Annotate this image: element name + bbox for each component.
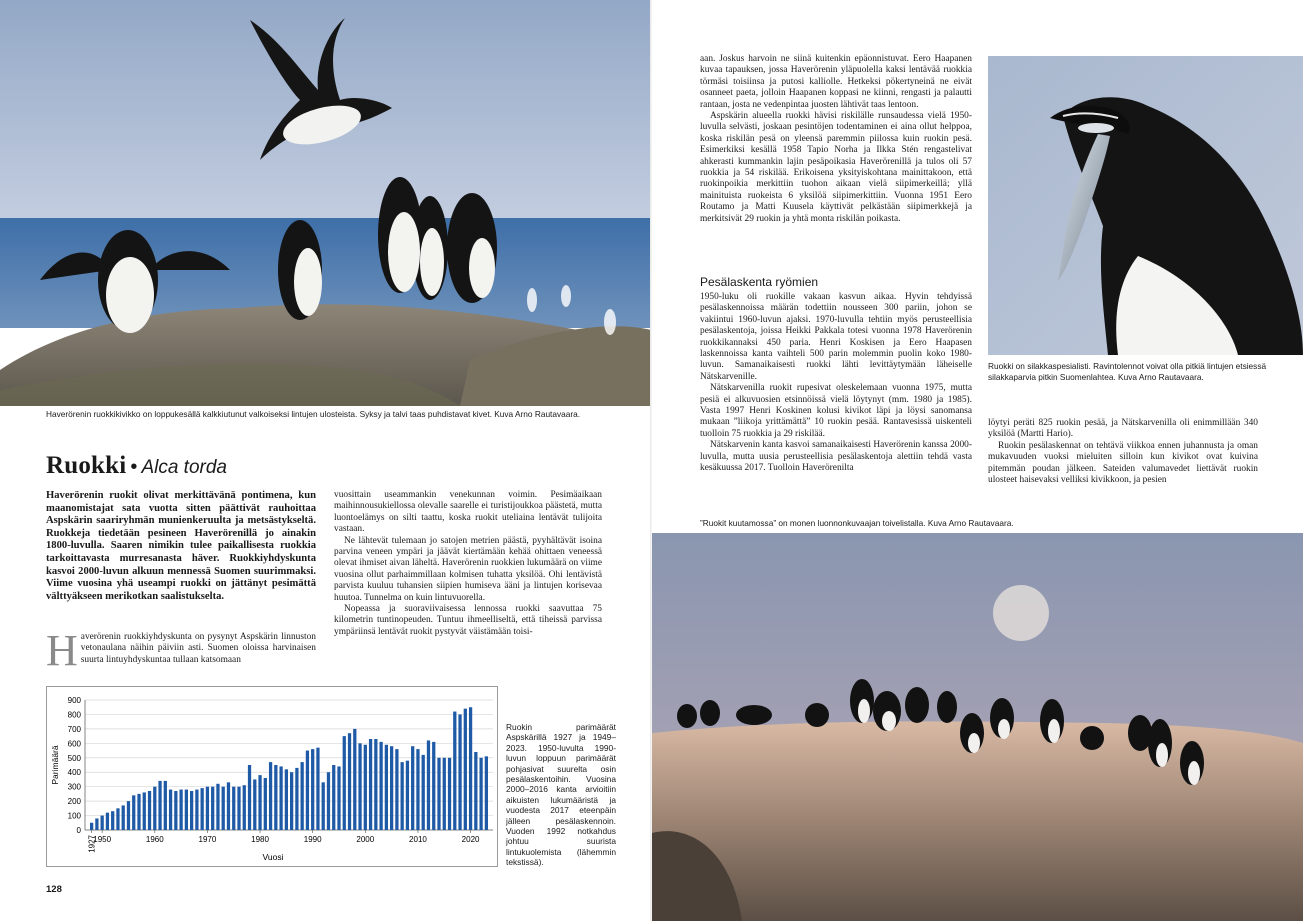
chart-bar-1985: [285, 769, 288, 830]
chart-axes: [85, 700, 493, 830]
chart-bar-1952: [111, 811, 114, 830]
dropcap-letter: H: [46, 626, 78, 675]
title-separator: •: [130, 456, 138, 478]
chart-bar-1949: [95, 818, 98, 830]
chart-bar-1971: [211, 787, 214, 830]
chart-bar-2021: [474, 752, 477, 830]
chart-x-tick-label: 1960: [145, 835, 164, 844]
chart-bar-2017: [453, 712, 456, 830]
col2-paragraph-2: Ne lähtevät tulemaan jo satojen metrien päästä, pyyhältävät isoina parvina veneen ympäri ja jäävät kiertämään kehää ohittaen veneessä olevat ihmiset aivan läheltä. Haverörenin ruokkien lukumäärä on viime vuosina ollut parhaimmillaan kolmisen tuhatta yksilöä. Ohi lentävistä parvista kuuluu tuhansien siipien humiseva ääni ja lintujen korisevaa huutoa. Tunnelma on kuin lintuvuorella.: [334, 535, 602, 603]
right-paragraph-7: Ruokin pesälaskennat on tehtävä viikkoa ennen juhannusta ja oman mukavuuden vuoksi mieluiten silloin kun kivikot ovat kuivina pitemmän poudan jälkeen. Sateiden valumavedet liettävät ruokin ulosteet haisevaksi velliksi kivikkoon, ja pesien: [988, 440, 1258, 486]
chart-bar-1974: [227, 782, 230, 830]
photo-razorbills-moonlight: [652, 533, 1303, 921]
chart-bar-1975: [232, 787, 235, 830]
dropcap-text: averörenin ruokkiyhdyskunta on pysynyt Aspskärin linnuston vetonaulana näihin päiviin asti. Suomen oloissa harvinaisen suurta lintuyhdyskuntaa tullaan katsomaan: [80, 632, 316, 665]
photo-razorbill-herring: [988, 56, 1303, 355]
chart-x-tick-label: 1950: [93, 835, 112, 844]
chart-x-tick-label: 1990: [303, 835, 322, 844]
chart-bar-1953: [116, 808, 119, 830]
title-name: Ruokki: [46, 452, 127, 479]
chart-bar-2008: [406, 761, 409, 830]
chart-x-ticks: [88, 830, 480, 853]
title-latin-name: Alca torda: [141, 457, 227, 478]
chart-bar-1959: [148, 791, 151, 830]
chart-bar-2014: [437, 758, 440, 830]
chart-y-tick-label: 0: [76, 826, 81, 835]
right-paragraph-2: Aspskärin alueella ruokki hävisi riskilälle runsaudessa vielä 1950-luvulla selvästi, joskaan pesintöjen todentaminen ei aina ollut helppoa, koska riskilän pesä on yleensä paremmin piilossa kuin ruokin pesä. Esimerkiksi kesällä 1958 Tapio Norha ja Ilkka Stén rengastelivat ahkerasti kummankin lajin pesäpoikasia Haverörenillä ja tulos oli 57 ruokkia ja 54 riskilää. Erikoisena yksityiskohtana mainittakoon, että ruokinpoikia merkittiin tuohon aikaan vielä siipimerkeillä; yllä mainituista ruokeista 6 yksilöä siipimerkittiin. Vuonna 1951 Eero Routamo ja Matti Kuusela käyttivät pelkästään siipimerkkejä ja merkitsivät 29 ruokin ja yhtä monta riskilän poikasta.: [700, 111, 972, 224]
right-column-top: [700, 54, 972, 225]
chart-bar-2013: [432, 742, 435, 830]
chart-bar-1967: [190, 791, 193, 830]
chart-bar-1973: [222, 787, 225, 830]
chart-bar-1977: [243, 785, 246, 830]
photo-razorbills-rocks-image: [0, 0, 651, 406]
chart-bar-1972: [216, 784, 219, 830]
chart-bar-1970: [206, 787, 209, 830]
chart-bar-1955: [127, 801, 130, 830]
chart-bar-1976: [237, 787, 240, 830]
chart-bar-2000: [364, 745, 367, 830]
chart-bar-2018: [458, 714, 461, 830]
chart-bar-1962: [164, 781, 167, 830]
chart-bar-1986: [290, 772, 293, 830]
chart-bar-1927: [90, 823, 93, 830]
chart-x-tick-label: 1927: [87, 835, 97, 853]
photo-razorbill-herring-image: [988, 56, 1303, 355]
lead-paragraph: Haverörenin ruokit olivat merkittävänä pontimena, kun maanomistajat sata vuotta sitten päättivät rauhoittaa Aspskärin saariryhmän munienkeruulta ja metsästykseltä. Ruokkeja tiedetään pesineen Haverörenillä jo ainakin 1800-luvulla. Saaren nimikin tulee paikallisesta ruokkia tarkoittavasta murresanasta häver. Ruokkiyhdyskunta kasvoi 2000-luvun alkuun mennessä Suomen suurimmaksi. Viime vuosina yhä useampi ruokki on jättänyt pesimättä välttyäkseen merikotkan saalistukselta.: [46, 490, 316, 602]
right-paragraph-4: Nätskarvenilla ruokit rupesivat oleskelemaan vuonna 1975, mutta pesiä ei alkuvuosien etsinnöissä vielä löytynyt (mm. 1980 ja 1985). Vasta 1997 Henri Koskinen kolusi kivikot läpi ja löysi sanomansa mukaan ”liikoja yrittämättä” 10 ruokin pesää. Rantavesissä uiskenteli tuolloin 75 ruokkia ja 29 riskilää.: [700, 383, 972, 439]
chart-x-tick-label: 1980: [251, 835, 269, 844]
chart-bar-2002: [374, 739, 377, 830]
chart-bar-1996: [343, 736, 346, 830]
right-column-side: [988, 418, 1258, 486]
page-number: 128: [46, 884, 62, 895]
chart-bar-2001: [369, 739, 372, 830]
chart-bar-1978: [248, 765, 251, 830]
right-page: [652, 0, 1303, 921]
chart-canvas: [47, 687, 497, 866]
chart-bar-2016: [448, 758, 451, 830]
chart-y-tick-label: 700: [67, 724, 81, 734]
dropcap-paragraph: [46, 626, 316, 675]
chart-x-tick-label: 2020: [461, 835, 480, 844]
photo-razorbills-rocks: [0, 0, 651, 406]
chart-bar-2005: [390, 746, 393, 830]
chart-bar-1951: [106, 813, 109, 830]
chart-bar-1965: [179, 790, 182, 830]
chart-bar-1979: [253, 779, 256, 830]
chart-bar-1964: [174, 791, 177, 830]
chart-bar-1983: [274, 765, 277, 830]
chart-bars: [90, 707, 488, 830]
right-paragraph-3: 1950-luku oli ruokille vakaan kasvun aikaa. Hyvin tehdyissä pesälaskennoissa määrän todettiin nousseen 300 pariin, johon se vakiintui 1960-luvun ajaksi. 1970-luvulla tehtiin myös perusteellisia pesälaskentoja, joissa Heikki Pakkala totesi vuonna 1978 Haverörenin ruokkikannaksi 450 paria. Henri Koskisen ja Eero Haapasen laskennoissa kanta vaihteli 500 parin molemmin puolin koko 1980-luvun. Samanaikaisesti ruokki lähti levittäytymään läheiselle Nätskarvenille.: [700, 292, 972, 382]
chart-bar-2006: [395, 749, 398, 830]
section-subheading: Pesälaskenta ryömien: [700, 275, 819, 289]
chart-bar-1989: [306, 751, 309, 830]
chart-bar-1958: [143, 792, 146, 830]
chart-x-label: Vuosi: [262, 852, 284, 862]
chart-bar-1957: [137, 794, 140, 830]
chart-bar-2023: [485, 756, 488, 830]
photo-razorbills-moonlight-image: [652, 533, 1303, 921]
caption-right-bottom: ”Ruokit kuutamossa” on monen luonnonkuvaajan toivelistalla. Kuva Arno Rautavaara.: [700, 518, 1014, 528]
chart-bar-2010: [416, 749, 419, 830]
col2-paragraph-1: vuosittain useammankin venekunnan voimin. Pesimäaikaan maihinnousukiellossa olevalle saarelle ei turistijoukkoa päästetä, mutta luontoelämys on silti taattu, koska ruokit uteliaina lentävät tulijoita vastaan.: [334, 490, 602, 535]
chart-bar-2015: [443, 758, 446, 830]
chart-y-tick-label: 600: [67, 739, 81, 749]
chart-description: Ruokin parimäärät Aspskärillä 1927 ja 1949–2023. 1950-luvulta 1990-luvun loppuun parimäärät pohjasivat suurelta osin pesälaskentoihin. Vuosina 2000–2016 kanta arvioitiin aikuisten lukumääristä ja vuodesta 2017 eteenpäin jälleen pesälaskennoin. Vuoden 1992 notkahdus johtuu suurista lintukuolemista (lähemmin tekstissä).: [506, 722, 616, 868]
chart-x-tick-label: 2010: [409, 835, 427, 844]
chart-bar-2022: [479, 758, 482, 830]
chart-bar-1982: [269, 762, 272, 830]
chart-bar-1961: [158, 781, 161, 830]
chart-bar-2019: [464, 709, 467, 830]
caption-right-top: Ruokki on silakkaspesialisti. Ravintolennot voivat olla pitkiä lintujen etsiessä silakkaparvia pitkin Suomenlahtea. Kuva Arno Rautavaara.: [988, 361, 1267, 382]
chart-y-tick-label: 800: [67, 710, 81, 720]
chart-bar-2011: [422, 755, 425, 830]
chart-bar-2009: [411, 746, 414, 830]
chart-bar-1981: [264, 778, 267, 830]
left-page: [0, 0, 651, 921]
chart-bar-1954: [122, 805, 125, 830]
chart-bar-2004: [385, 745, 388, 830]
chart-bar-1992: [322, 782, 325, 830]
chart-bar-1997: [348, 733, 351, 830]
chart-bar-1969: [201, 788, 204, 830]
chart-bar-1984: [279, 766, 282, 830]
col2-paragraph-3: Nopeassa ja suoraviivaisessa lennossa ruokki saavuttaa 75 kilometrin tuntinopeuden. Tuntuu ihmeelliseltä, että tiheissä parvissa ympäriinsä lentävät ruokit pystyvät väistämään toisi-: [334, 604, 602, 637]
right-paragraph-5: Nätskarvenin kanta kasvoi samanaikaisesti Haverörenin kanssa 2000-luvulla, mutta uusia perusteellisia pesälaskentoja alettiin tehdä vasta kesäkuussa 2017. Tuolloin Haverörenilta: [700, 440, 972, 474]
chart-grid: [85, 700, 493, 830]
chart-y-tick-label: 500: [67, 753, 81, 763]
chart-bar-1999: [358, 743, 361, 830]
chart-x-tick-label: 2000: [356, 835, 375, 844]
left-column-2: [334, 490, 602, 638]
chart-bar-1995: [337, 766, 340, 830]
chart-y-tick-label: 900: [67, 696, 81, 705]
chart-y-ticks: [68, 696, 82, 835]
article-title: [46, 452, 227, 480]
right-paragraph-1: aan. Joskus harvoin ne siinä kuitenkin epäonnistuvat. Eero Haapanen kuvaa tapauksen, jossa Haverörenin yläpuolella kaksi lentävää ruokkia törmäsi toisiinsa ja putosi kalliolle. Hetkeksi pökertyneinä ne eivät osanneet paeta, jolloin Haapanen koppasi ne kiinni, rengasti ja palautti rantaan, josta ne vedenpintaa juosten lähtivät taas lentoon.: [700, 54, 972, 110]
chart-bar-1987: [295, 768, 298, 830]
chart-bar-1960: [153, 787, 156, 830]
right-column-mid: [700, 292, 972, 475]
chart-bar-2003: [379, 742, 382, 830]
chart-bar-1966: [185, 790, 188, 830]
chart-bar-1956: [132, 795, 135, 830]
chart-bar-1980: [258, 775, 261, 830]
chart-bar-1963: [169, 790, 172, 830]
chart-bar-1993: [327, 772, 330, 830]
chart-bar-1994: [332, 765, 335, 830]
caption-top-left: Haverörenin ruokkikivikko on loppukesällä kalkkiutunut valkoiseksi lintujen ulosteista. Syksy ja talvi taas puhdistavat kivet. Kuva Arno Rautavaara.: [46, 409, 581, 419]
chart-y-tick-label: 300: [67, 782, 81, 792]
chart-bar-2020: [469, 707, 472, 830]
chart-bar-1968: [195, 790, 198, 830]
chart-bar-1991: [316, 748, 319, 830]
chart-pair-counts: [46, 686, 498, 867]
chart-bar-1998: [353, 729, 356, 830]
chart-y-tick-label: 100: [67, 811, 81, 821]
chart-y-label: Parimäärä: [50, 745, 60, 785]
chart-y-tick-label: 400: [67, 768, 81, 778]
chart-bar-1990: [311, 749, 314, 830]
chart-bar-1950: [101, 816, 104, 830]
chart-x-tick-label: 1970: [198, 835, 217, 844]
chart-y-tick-label: 200: [67, 797, 81, 807]
right-paragraph-6: löytyi peräti 825 ruokin pesää, ja Nätskarvenilla oli enimmillään 340 yksilöä (Martti Hario).: [988, 418, 1258, 440]
chart-bar-1988: [301, 762, 304, 830]
chart-bar-2012: [427, 740, 430, 830]
chart-bar-2007: [401, 762, 404, 830]
